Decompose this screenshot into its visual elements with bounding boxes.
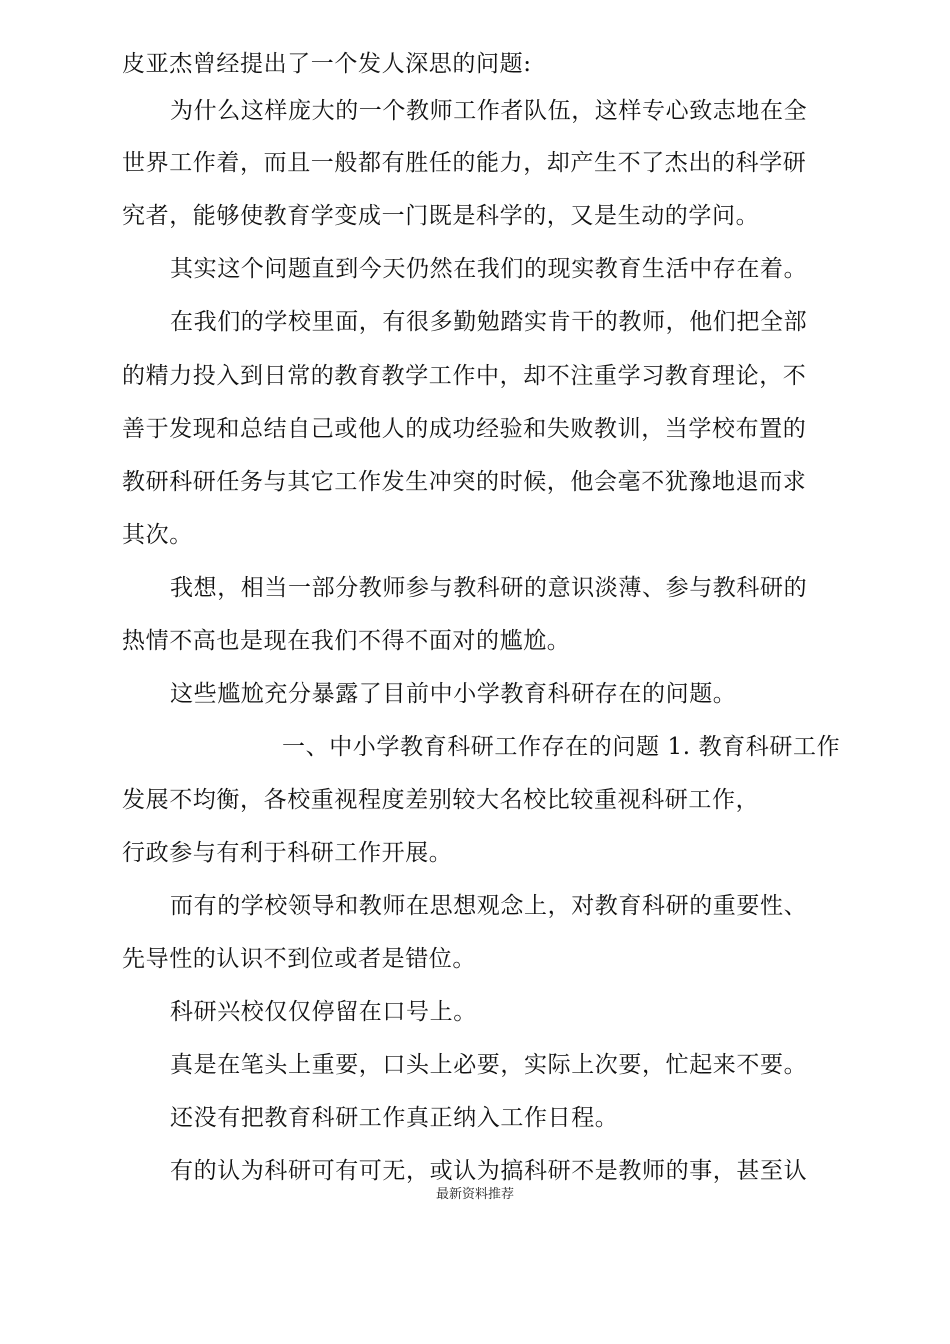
text-line-17: 而有的学校领导和教师在思想观念上，对教育科研的重要性、 — [170, 893, 808, 919]
text-line-8: 善于发现和总结自己或他人的成功经验和失败教训，当学校布置的 — [122, 416, 807, 442]
text-line-13: 这些尴尬充分暴露了目前中小学教育科研存在的问题。 — [170, 681, 737, 707]
page-footer: 最新资料推荐 — [435, 1187, 514, 1202]
text-line-4: 究者，能够使教育学变成一门既是科学的，又是生动的学问。 — [122, 203, 760, 229]
text-line-18: 先导性的认识不到位或者是错位。 — [122, 946, 476, 972]
text-line-7: 的精力投入到日常的教育教学工作中，却不注重学习教育理论，不 — [122, 363, 807, 389]
text-line-1: 皮亚杰曾经提出了一个发人深思的问题: — [122, 51, 532, 77]
section-heading-line: 一、中小学教育科研工作存在的问题 1. 教育科研工作 — [282, 734, 841, 760]
text-line-22: 有的认为科研可有可无，或认为搞科研不是教师的事，甚至认 — [170, 1158, 808, 1184]
text-line-10: 其次。 — [122, 522, 193, 548]
text-line-2: 为什么这样庞大的一个教师工作者队伍，这样专心致志地在全 — [170, 98, 808, 124]
text-line-6: 在我们的学校里面，有很多勤勉踏实肯干的教师，他们把全部 — [170, 309, 808, 335]
text-line-20: 真是在笔头上重要，口头上必要，实际上次要，忙起来不要。 — [170, 1052, 808, 1078]
text-line-3: 世界工作着，而且一般都有胜任的能力，却产生不了杰出的科学研 — [122, 150, 807, 176]
text-line-5: 其实这个问题直到今天仍然在我们的现实教育生活中存在着。 — [170, 256, 808, 282]
text-line-12: 热情不高也是现在我们不得不面对的尴尬。 — [122, 628, 571, 654]
text-line-21: 还没有把教育科研工作真正纳入工作日程。 — [170, 1105, 619, 1131]
text-line-15: 发展不均衡，各校重视程度差别较大名校比较重视科研工作， — [122, 787, 760, 813]
text-line-19: 科研兴校仅仅停留在口号上。 — [170, 999, 477, 1025]
text-line-16: 行政参与有利于科研工作开展。 — [122, 840, 453, 866]
text-line-9: 教研科研任务与其它工作发生冲突的时候，他会毫不犹豫地退而求 — [122, 469, 807, 495]
text-line-11: 我想，相当一部分教师参与教科研的意识淡薄、参与教科研的 — [170, 575, 808, 601]
